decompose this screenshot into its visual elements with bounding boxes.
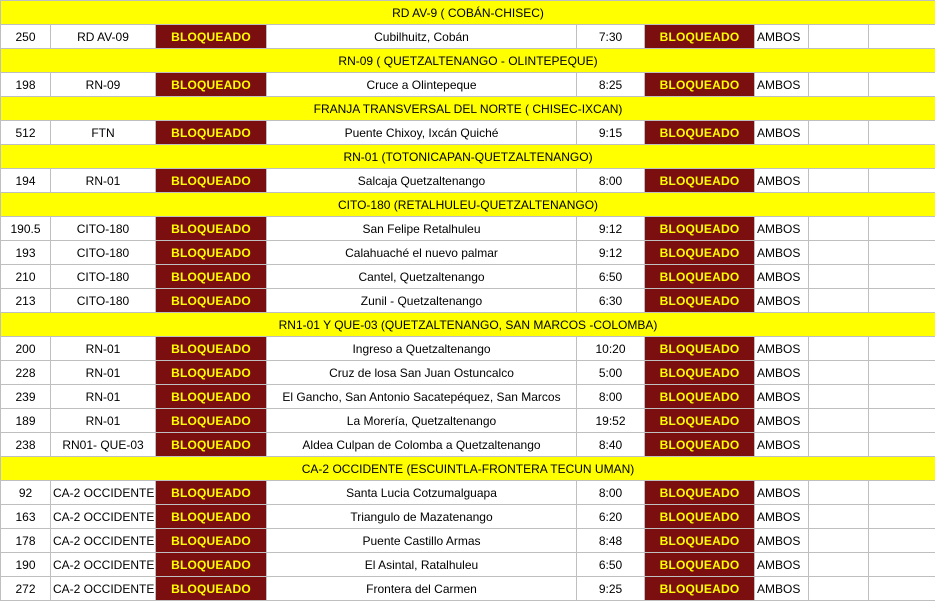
empty-cell [809, 433, 869, 457]
route-cell: RN-01 [51, 169, 156, 193]
km-cell: 194 [1, 169, 51, 193]
empty-cell [869, 25, 935, 49]
status-badge: BLOQUEADO [645, 433, 755, 457]
empty-cell [869, 505, 935, 529]
location-cell: Calahuaché el nuevo palmar [267, 241, 577, 265]
route-cell: RN-01 [51, 385, 156, 409]
route-cell: FTN [51, 121, 156, 145]
direction-cell: AMBOS [755, 553, 809, 577]
km-cell: 190.5 [1, 217, 51, 241]
empty-cell [869, 361, 935, 385]
location-cell: Cubilhuitz, Cobán [267, 25, 577, 49]
empty-cell [869, 121, 935, 145]
empty-cell [809, 289, 869, 313]
status-badge: BLOQUEADO [156, 337, 267, 361]
empty-cell [869, 337, 935, 361]
empty-cell [869, 385, 935, 409]
empty-cell [809, 169, 869, 193]
route-cell: RN-01 [51, 361, 156, 385]
table-row [1, 481, 935, 505]
table-row [1, 337, 935, 361]
empty-cell [809, 553, 869, 577]
time-cell: 8:00 [577, 169, 645, 193]
table-row [1, 385, 935, 409]
status-badge: BLOQUEADO [156, 361, 267, 385]
time-cell: 5:00 [577, 361, 645, 385]
section-header-row [1, 457, 935, 481]
status-badge: BLOQUEADO [645, 529, 755, 553]
table-row [1, 265, 935, 289]
status-badge: BLOQUEADO [156, 577, 267, 601]
km-cell: 213 [1, 289, 51, 313]
time-cell: 9:25 [577, 577, 645, 601]
status-badge: BLOQUEADO [645, 553, 755, 577]
km-cell: 200 [1, 337, 51, 361]
status-badge: BLOQUEADO [645, 337, 755, 361]
empty-cell [869, 481, 935, 505]
status-badge: BLOQUEADO [645, 289, 755, 313]
location-cell: El Asintal, Ratalhuleu [267, 553, 577, 577]
empty-cell [809, 577, 869, 601]
km-cell: 163 [1, 505, 51, 529]
empty-cell [869, 409, 935, 433]
table-row [1, 361, 935, 385]
empty-cell [869, 217, 935, 241]
status-badge: BLOQUEADO [645, 25, 755, 49]
location-cell: Puente Chixoy, Ixcán Quiché [267, 121, 577, 145]
location-cell: Puente Castillo Armas [267, 529, 577, 553]
status-badge: BLOQUEADO [645, 385, 755, 409]
status-badge: BLOQUEADO [156, 505, 267, 529]
status-badge: BLOQUEADO [156, 409, 267, 433]
status-badge: BLOQUEADO [156, 433, 267, 457]
route-cell: CITO-180 [51, 241, 156, 265]
section-title: RD AV-9 ( COBÁN-CHISEC) [1, 1, 935, 25]
empty-cell [809, 505, 869, 529]
empty-cell [809, 121, 869, 145]
direction-cell: AMBOS [755, 505, 809, 529]
location-cell: Aldea Culpan de Colomba a Quetzaltenango [267, 433, 577, 457]
direction-cell: AMBOS [755, 577, 809, 601]
route-cell: RD AV-09 [51, 25, 156, 49]
table-row [1, 505, 935, 529]
time-cell: 6:50 [577, 265, 645, 289]
status-badge: BLOQUEADO [645, 481, 755, 505]
time-cell: 8:00 [577, 385, 645, 409]
route-cell: CA-2 OCCIDENTE [51, 505, 156, 529]
empty-cell [809, 385, 869, 409]
time-cell: 9:12 [577, 217, 645, 241]
km-cell: 239 [1, 385, 51, 409]
status-badge: BLOQUEADO [156, 169, 267, 193]
route-cell: RN-01 [51, 409, 156, 433]
time-cell: 8:25 [577, 73, 645, 97]
empty-cell [809, 241, 869, 265]
table-row [1, 577, 935, 601]
km-cell: 228 [1, 361, 51, 385]
empty-cell [809, 25, 869, 49]
route-cell: RN01- QUE-03 [51, 433, 156, 457]
empty-cell [869, 241, 935, 265]
status-badge: BLOQUEADO [645, 121, 755, 145]
table-row [1, 121, 935, 145]
empty-cell [869, 73, 935, 97]
status-badge: BLOQUEADO [645, 577, 755, 601]
route-cell: CA-2 OCCIDENTE [51, 529, 156, 553]
location-cell: El Gancho, San Antonio Sacatepéquez, San Marcos [267, 385, 577, 409]
time-cell: 8:48 [577, 529, 645, 553]
status-badge: BLOQUEADO [156, 553, 267, 577]
section-header-row [1, 49, 935, 73]
table-row [1, 409, 935, 433]
km-cell: 272 [1, 577, 51, 601]
empty-cell [869, 553, 935, 577]
km-cell: 178 [1, 529, 51, 553]
section-header-row [1, 97, 935, 121]
table-row [1, 529, 935, 553]
direction-cell: AMBOS [755, 25, 809, 49]
empty-cell [809, 361, 869, 385]
time-cell: 9:15 [577, 121, 645, 145]
location-cell: La Morería, Quetzaltenango [267, 409, 577, 433]
status-badge: BLOQUEADO [645, 169, 755, 193]
location-cell: Cruz de losa San Juan Ostuncalco [267, 361, 577, 385]
direction-cell: AMBOS [755, 481, 809, 505]
table-row [1, 553, 935, 577]
status-badge: BLOQUEADO [156, 217, 267, 241]
status-badge: BLOQUEADO [156, 289, 267, 313]
status-badge: BLOQUEADO [156, 241, 267, 265]
empty-cell [869, 169, 935, 193]
table-row [1, 217, 935, 241]
route-cell: CA-2 OCCIDENTE [51, 553, 156, 577]
time-cell: 8:40 [577, 433, 645, 457]
status-badge: BLOQUEADO [156, 265, 267, 289]
section-title: FRANJA TRANSVERSAL DEL NORTE ( CHISEC-IXCAN) [1, 97, 935, 121]
route-cell: CA-2 OCCIDENTE [51, 481, 156, 505]
status-badge: BLOQUEADO [645, 361, 755, 385]
km-cell: 210 [1, 265, 51, 289]
table-row [1, 241, 935, 265]
section-title: RN1-01 Y QUE-03 (QUETZALTENANGO, SAN MARCOS -COLOMBA) [1, 313, 935, 337]
empty-cell [809, 337, 869, 361]
status-badge: BLOQUEADO [156, 385, 267, 409]
section-header-row [1, 313, 935, 337]
direction-cell: AMBOS [755, 361, 809, 385]
direction-cell: AMBOS [755, 529, 809, 553]
time-cell: 6:20 [577, 505, 645, 529]
direction-cell: AMBOS [755, 169, 809, 193]
direction-cell: AMBOS [755, 337, 809, 361]
km-cell: 193 [1, 241, 51, 265]
km-cell: 250 [1, 25, 51, 49]
status-badge: BLOQUEADO [645, 505, 755, 529]
direction-cell: AMBOS [755, 217, 809, 241]
location-cell: Cantel, Quetzaltenango [267, 265, 577, 289]
km-cell: 512 [1, 121, 51, 145]
route-cell: CITO-180 [51, 265, 156, 289]
direction-cell: AMBOS [755, 433, 809, 457]
empty-cell [809, 481, 869, 505]
location-cell: Zunil - Quetzaltenango [267, 289, 577, 313]
time-cell: 19:52 [577, 409, 645, 433]
km-cell: 92 [1, 481, 51, 505]
empty-cell [869, 289, 935, 313]
empty-cell [809, 73, 869, 97]
status-badge: BLOQUEADO [645, 217, 755, 241]
table-row [1, 289, 935, 313]
empty-cell [809, 409, 869, 433]
time-cell: 8:00 [577, 481, 645, 505]
time-cell: 10:20 [577, 337, 645, 361]
section-header-row [1, 193, 935, 217]
route-cell: CA-2 OCCIDENTE [51, 577, 156, 601]
section-header-row [1, 1, 935, 25]
time-cell: 7:30 [577, 25, 645, 49]
status-badge: BLOQUEADO [156, 25, 267, 49]
table-row [1, 433, 935, 457]
location-cell: San Felipe Retalhuleu [267, 217, 577, 241]
empty-cell [869, 529, 935, 553]
status-badge: BLOQUEADO [156, 121, 267, 145]
km-cell: 189 [1, 409, 51, 433]
table-row [1, 25, 935, 49]
status-badge: BLOQUEADO [645, 265, 755, 289]
direction-cell: AMBOS [755, 121, 809, 145]
empty-cell [809, 217, 869, 241]
status-badge: BLOQUEADO [645, 73, 755, 97]
direction-cell: AMBOS [755, 409, 809, 433]
time-cell: 9:12 [577, 241, 645, 265]
status-badge: BLOQUEADO [645, 409, 755, 433]
location-cell: Santa Lucia Cotzumalguapa [267, 481, 577, 505]
table-row [1, 169, 935, 193]
section-title: CA-2 OCCIDENTE (ESCUINTLA-FRONTERA TECUN UMAN) [1, 457, 935, 481]
status-badge: BLOQUEADO [645, 241, 755, 265]
empty-cell [869, 433, 935, 457]
empty-cell [809, 529, 869, 553]
status-badge: BLOQUEADO [156, 481, 267, 505]
route-cell: CITO-180 [51, 217, 156, 241]
direction-cell: AMBOS [755, 385, 809, 409]
direction-cell: AMBOS [755, 73, 809, 97]
location-cell: Frontera del Carmen [267, 577, 577, 601]
section-title: RN-09 ( QUETZALTENANGO - OLINTEPEQUE) [1, 49, 935, 73]
location-cell: Salcaja Quetzaltenango [267, 169, 577, 193]
time-cell: 6:50 [577, 553, 645, 577]
direction-cell: AMBOS [755, 265, 809, 289]
empty-cell [869, 265, 935, 289]
section-title: CITO-180 (RETALHULEU-QUETZALTENANGO) [1, 193, 935, 217]
direction-cell: AMBOS [755, 241, 809, 265]
time-cell: 6:30 [577, 289, 645, 313]
status-badge: BLOQUEADO [156, 529, 267, 553]
km-cell: 198 [1, 73, 51, 97]
direction-cell: AMBOS [755, 289, 809, 313]
empty-cell [809, 265, 869, 289]
km-cell: 238 [1, 433, 51, 457]
status-badge: BLOQUEADO [156, 73, 267, 97]
route-cell: RN-01 [51, 337, 156, 361]
route-cell: CITO-180 [51, 289, 156, 313]
empty-cell [869, 577, 935, 601]
table-body [1, 1, 935, 601]
route-cell: RN-09 [51, 73, 156, 97]
km-cell: 190 [1, 553, 51, 577]
location-cell: Triangulo de Mazatenango [267, 505, 577, 529]
table-row [1, 73, 935, 97]
section-title: RN-01 (TOTONICAPAN-QUETZALTENANGO) [1, 145, 935, 169]
location-cell: Cruce a Olintepeque [267, 73, 577, 97]
section-header-row [1, 145, 935, 169]
location-cell: Ingreso a Quetzaltenango [267, 337, 577, 361]
